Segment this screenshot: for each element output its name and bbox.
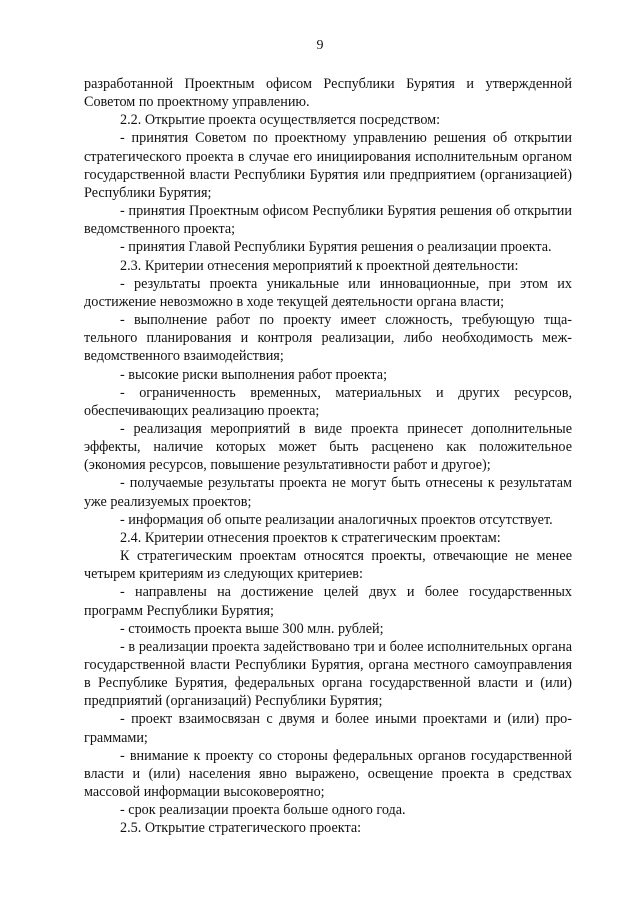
paragraph: - срок реализации проекта больше одного года.	[120, 802, 406, 819]
paragraph: - стоимость проекта выше 300 млн. рублей;	[120, 620, 384, 637]
paragraph: - принятия Советом по проектному управлению решения об открытии стратегического проекта в случае его инициирования исполнительным органом государственной власти Республики Бурятия или предприятием (организацией) Республики Бурятия;	[84, 130, 572, 201]
paragraph: - высокие риски выполнения работ проекта;	[120, 366, 388, 383]
paragraph: К стратегическим проектам относятся проекты, отвечающие не менее четырем критериям из следующих критериев:	[84, 548, 572, 583]
paragraph: - выполнение работ по проекту имеет сложность, требующую тщательного планирования и контроля реализации, либо необходимость межведомственного взаимодействия;	[84, 312, 572, 365]
paragraph: 2.5. Открытие стратегического проекта:	[120, 820, 362, 837]
paragraph: - получаемые результаты проекта не могут быть отнесены к результатам уже реализуемых проектов;	[84, 475, 572, 510]
paragraph: - внимание к проекту со стороны федеральных органов государственной власти и (или) населения явно выражено, освещение проекта в средствах массовой информации высоковероятно;	[84, 747, 572, 801]
paragraph: разработанной Проектным офисом Республики Бурятия и утвержденной Советом по проектному управлению.	[84, 76, 572, 111]
page-number: 9	[316, 38, 324, 53]
paragraph: 2.3. Критерии отнесения мероприятий к проектной деятельности:	[120, 257, 519, 274]
paragraph: 2.2. Открытие проекта осуществляется посредством:	[120, 112, 441, 129]
paragraph: - принятия Проектным офисом Республики Бурятия решения об открытии ведомственного проекта;	[84, 203, 572, 238]
paragraph: - результаты проекта уникальные или инновационные, при этом их достижение невозможно в ходе текущей деятельности органа власти;	[84, 275, 572, 310]
paragraph: - проект взаимосвязан с двумя и более иными проектами и (или) программами;	[84, 711, 572, 746]
paragraph: - направлены на достижение целей двух и более государственных программ Республики Бурятия;	[84, 584, 572, 619]
paragraph: - принятия Главой Республики Бурятия решения о реализации проекта.	[120, 239, 552, 256]
paragraph: 2.4. Критерии отнесения проектов к стратегическим проектам:	[120, 529, 501, 546]
document-body	[84, 75, 572, 838]
paragraph: - в реализации проекта задействовано три и более исполнительных органа государственной власти Республики Бурятия, органа местного самоуправления в Республике Бурятия, федеральных органа государственной власти и (или) предприятий (организаций) Республики Бурятия;	[84, 638, 572, 710]
paragraph: - ограниченность временных, материальных и других ресурсов, обеспечивающих реализацию проекта;	[84, 384, 572, 419]
paragraph: - информация об опыте реализации аналогичных проектов отсутствует.	[120, 511, 553, 528]
paragraph: - реализация мероприятий в виде проекта принесет дополнительные эффекты, наличие которых может быть расценено как положительное (экономия ресурсов, повышение результативности работ и другое);	[84, 420, 572, 474]
